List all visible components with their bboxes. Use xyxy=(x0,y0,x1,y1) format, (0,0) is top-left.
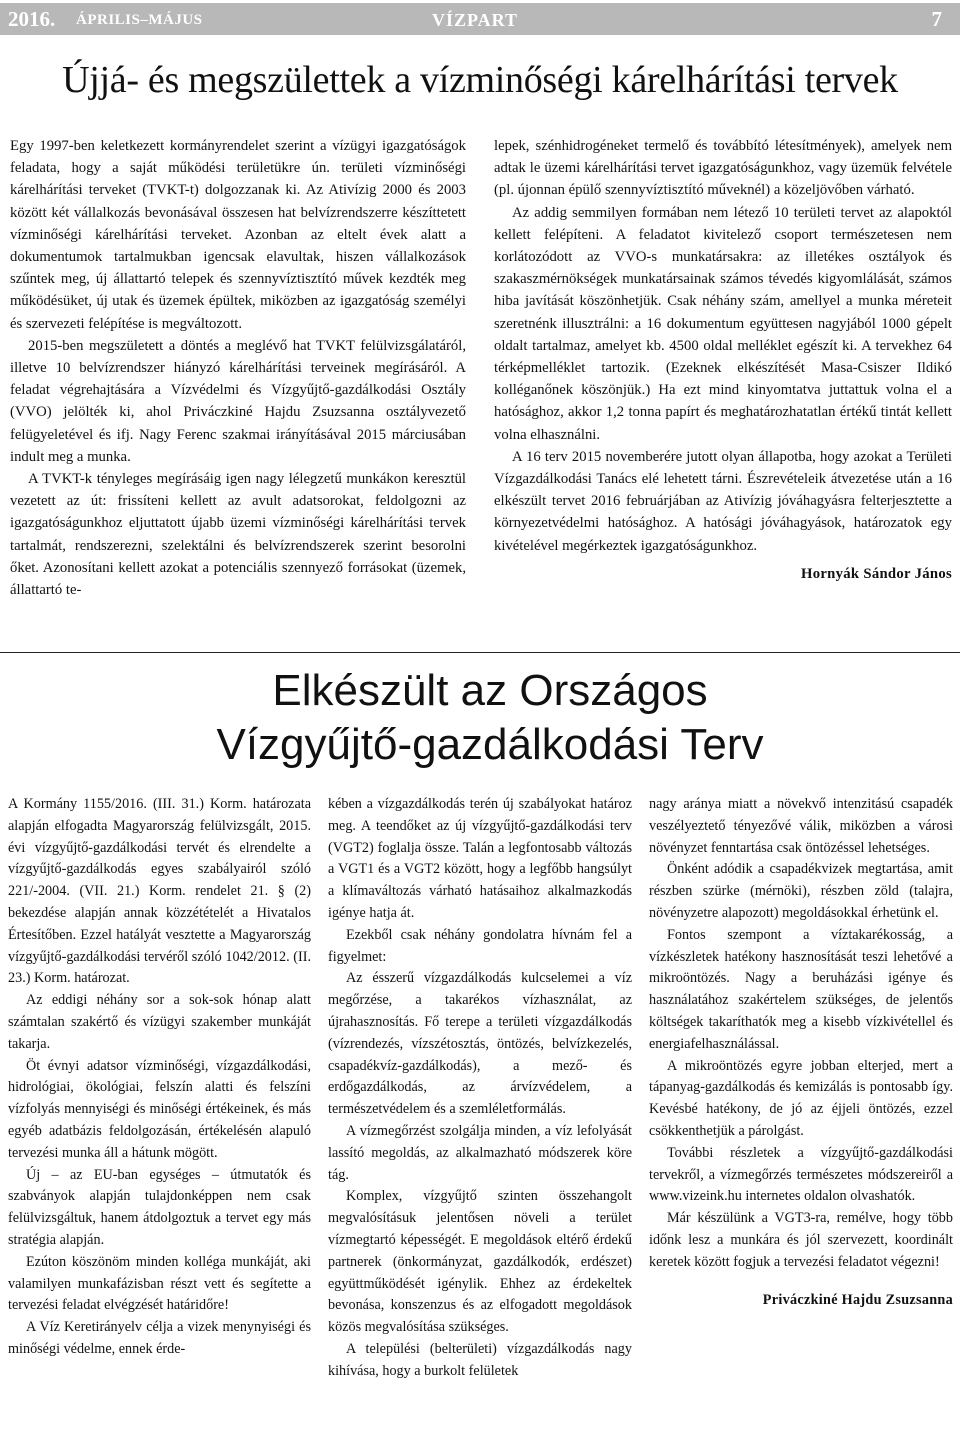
paragraph: Ezekből csak néhány gondolatra hívnám fel a figyelmet: xyxy=(328,926,632,965)
paragraph: Már készülünk a VGT3-ra, remélve, hogy több időnk lesz a munkára és jól szervezett, koordinált keretek között fogjuk a tervezési feladatot végezni! xyxy=(649,1210,953,1270)
paragraph: A Kormány 1155/2016. (III. 31.) Korm. határozata alapján elfogadta Magyarország felülvizsgált, 2015. évi vízgyűjtő-gazdálkodási tervét és elrendelte a vízgyűjtő-gazdálkodás egyes szabályairól szóló 221/-2004. (VII. 21.) Korm. rendelet 21. § (2) bekezdése alapján annak közzétételét a Hivatalos Értesítőben. Ezzel hatályát vesztette a Magyarország vízgyűjtő-gazdálkodási tervéről szóló 1042/2012. (II. 23.) Korm. határozat. xyxy=(8,796,311,987)
paragraph: Új – az EU-ban egységes – útmutatók és szabványok alapján tulajdonképpen nem csak felülvizsgáltuk, hanem átdolgoztuk a tervet egy más stratégia alapján. xyxy=(8,1166,311,1248)
paragraph: A 16 terv 2015 novemberére jutott olyan állapotba, hogy azokat a Területi Vízgazdálkodási Tanács elé lehetett tárni. Észrevételeik átvezetése után a 16 elkészült tervet 2016 februárjában az Ativízig jóváhagyásra felterjesztette a környezetvédelmi hatósághoz. A hatósági jóváhagyások, határozatok egy kivételével megérkeztek igazgatóságunkhoz. xyxy=(494,448,952,554)
article1-title: Újjá- és megszülettek a vízminőségi kárelhárítási tervek xyxy=(62,59,898,101)
paragraph: Ezúton köszönöm minden kolléga munkáját, aki valamilyen munkafázisban részt vett és segítette a tervezési feladat elvégzését határidőre! xyxy=(8,1253,311,1314)
article2-column-1 xyxy=(8,794,311,1361)
paragraph: A Víz Keretirányelv célja a vizek menynyiségi és minőségi védelme, ennek érde- xyxy=(8,1319,311,1357)
paragraph: kében a vízgazdálkodás terén új szabályokat határoz meg. A teendőket az új vízgyűjtő-gazdálkodási terv (VGT2) foglalja össze. Talán a legfontosabb változás a VGT1 és a VGT2 között, hogy a legfőbb hangsúlyt a klímaváltozás várható hatásaihoz alkalmazkodás igénye hatja át. xyxy=(328,796,632,921)
article1-column-1 xyxy=(10,135,466,601)
section-divider xyxy=(0,652,960,653)
paragraph: Az addig semmilyen formában nem létező 10 területi tervet az alapoktól kellett felépíteni. A feladatot kivitelező csoport természetesen nem korlátozódott az VVO-s munkatársakra: az illetékes osztályok és szakaszmérnökségek munkatársainak számos tévedés kigyomlálását, számos hiba javítását köszönhetjük. Csak néhány szám, amellyel a munka méreteit szeretnénk illusztrálni: a 16 dokumentum együttesen nagyjából 1000 gépelt oldalt tartalmaz, amelyet kb. 4500 oldal melléklet egészít ki. A tervekhez 64 térképmelléklet tartozik. (Ezeknek elkészítését Masa-Csiszer Ildikó kolléganőnek köszönjük.) Ha ezt mind kinyomtatva juttattuk volna el a hatósághoz, akkor 1,2 tonna papírt és meghatározhatatlan értékű tintát kellett volna elhasználni. xyxy=(494,204,952,443)
paragraph: Az eddigi néhány sor a sok-sok hónap alatt számtalan szakértő és vízügyi szakember munkáját takarja. xyxy=(8,992,311,1052)
article2-title xyxy=(130,664,850,772)
paragraph: Öt évnyi adatsor vízminőségi, vízgazdálkodási, hidrológiai, ökológiai, felszín alatti és felszíni vízfolyás mennyiségi és minőségi értékeinek, és más egyéb adatbázis feldolgozásán, értékelésén alapuló tervezési munka áll a hátunk mögött. xyxy=(8,1057,311,1161)
paragraph: Egy 1997-ben keletkezett kormányrendelet szerint a vízügyi igazgatóságok feladata, hogy a saját működési területükre ún. területi vízminőségi kárelhárítási terveket (TVKT-t) dolgozzanak ki. Az Ativízig 2000 és 2003 között két vállalkozás bevonásával összesen hat belvízrendszerre készíttetett vízminőségi kárelhárítási terveket. Azonban az eltelt évek alatt a dokumentumok tartalmukban igencsak elavultak, hiszen vállalkozások szűntek meg, új állattartó telepek és szennyvíztisztító művek kezdték meg működésüket, új utak és üzemek épültek, miközben az igazgatóság személyi és szervezeti felépítése is megváltozott. xyxy=(10,138,466,332)
paragraph: lepek, szénhidrogéneket termelő és továbbító létesítmények), amelyek nem adtak le üzemi kárelhárítási tervet igazgatóságunkhoz, vagy üzemük felvétele (pl. újonnan épülő szennyvíztisztító műveknél) a közeljövőben várható. xyxy=(494,138,952,199)
paragraph: A vízmegőrzést szolgálja minden, a víz lefolyását lassító megoldás, az alkalmazható módszerek köre tág. xyxy=(328,1122,632,1183)
paragraph: Komplex, vízgyűjtő szinten összehangolt megvalósításuk jelentősen növeli a terület vízmegtartó képességét. E megoldások eltérő érdekű partnerek (önkormányzat, gazdálkodók, erdészet) együttműködését igénylik. Ehhez az érdekeltek bevonása, konszenzus és az elfogadott megoldások közös megvalósítása szükséges. xyxy=(328,1188,632,1336)
article2-title-line-1: Elkészült az Országos xyxy=(272,666,708,715)
paragraph: A mikroöntözés egyre jobban elterjed, mert a tápanyag-gazdálkodás és kemizálás is pontosabb így. Kevésbé hatékony, de jó az éjjeli öntözés, ezzel csökkenthetjük a párolgást. xyxy=(649,1057,953,1139)
page-header xyxy=(0,3,960,35)
article2-column-3 xyxy=(649,794,953,1311)
article1-author: Hornyák Sándor János xyxy=(800,565,952,582)
paragraph: 2015-ben megszületett a döntés a meglévő hat TVKT felülvizsgálatáról, illetve 10 belvízrendszer hiányzó kárelhárítási terveinek megírásáról. A feladat végrehajtására a Vízvédelmi és Vízgyűjtő-gazdálkodási Osztály (VVO) jelölték ki, ahol Priváczkiné Hajdu Zsuzsanna osztályvezető felügyeletével és ifj. Nagy Ferenc szakmai irányításával 2015 márciusában indult meg a munka. xyxy=(10,337,466,465)
paragraph: Önként adódik a csapadékvizek megtartása, amit részben szürke (mérnöki), részben zöld (talajra, növényzetre alapozott) megoldásokkal érhetünk el. xyxy=(649,861,953,921)
paragraph: nagy aránya miatt a növekvő intenzitású csapadék veszélyeztető tényezővé válik, miközben a városi növényzet fenntartása csak öntözéssel lehetséges. xyxy=(649,796,953,856)
page-number: 7 xyxy=(931,7,942,31)
issue-months: ÁPRILIS–MÁJUS xyxy=(76,12,203,28)
paragraph: Fontos szempont a víztakarékosság, a vízkészletek hatékony hasznosítását teszi lehetővé a mikroöntözés. Nagy a beruházási igénye és használatához szakértelem szükséges, de jelentős költségek takaríthatók meg a kisebb vízkivétellel és energiafelhasználással. xyxy=(649,926,953,1052)
paragraph: A települési (belterületi) vízgazdálkodás nagy kihívása, hogy a burkolt felületek xyxy=(328,1340,632,1379)
paragraph: A TVKT-k tényleges megírásáig igen nagy lélegzetű munkákon keresztül vezetett az út: frissíteni kellett az avult adatsorokat, feldolgozni az igazgatóságunkhoz eljuttatott újabb üzemi vízminőségi kárelhárítási tervek tartalmát, rendszerezni, szelektálni és belvízrendszerek szerint besorolni őket. Azonosítani kellett azokat a potenciális szennyező forrásokat (üzemek, állattartó te- xyxy=(10,471,466,599)
publication-name: VÍZPART xyxy=(432,10,519,30)
article2-column-2 xyxy=(328,794,632,1383)
article2-title-line-2: Vízgyűjtő-gazdálkodási Terv xyxy=(216,720,764,769)
article1-column-2 xyxy=(494,135,952,585)
issue-year: 2016. xyxy=(8,7,56,31)
paragraph: További részletek a vízgyűjtő-gazdálkodási tervekről, a vízmegőrzés természetes módszereiről a www.vizeink.hu internetes oldalon olvashatók. xyxy=(649,1144,953,1205)
paragraph: Az ésszerű vízgazdálkodás kulcselemei a víz megőrzése, a takarékos vízhasználat, az újrahasznosítás. Fő terepe a területi vízgazdálkodás (vízrendezés, vízszétosztás, öntözés, belvízkezelés, csapadékvíz-gazdálkodás), a mező- és erdőgazdálkodás, az árvízvédelem, a természetvédelem és a szemléletformálás. xyxy=(328,970,632,1118)
article2-author: Priváczkiné Hajdu Zsuzsanna xyxy=(762,1291,953,1308)
